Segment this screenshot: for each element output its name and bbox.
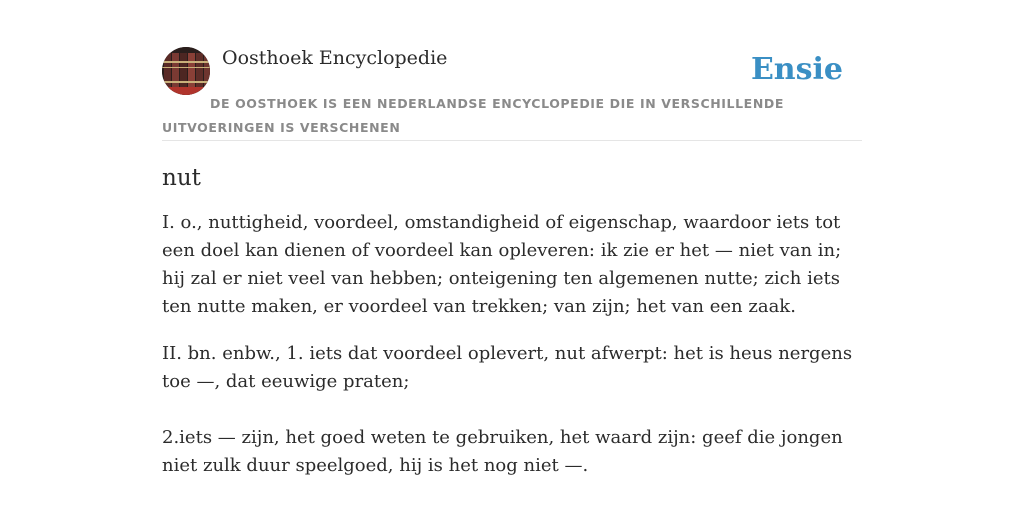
entry-paragraph: II. bn. enbw., 1. iets dat voordeel oplevert, nut afwerpt: het is heus nergens toe —, dat eeuwige praten; — [162, 343, 853, 392]
site-name[interactable]: Oosthoek Encyclopedie — [222, 47, 448, 69]
entry-term: nut — [162, 165, 201, 191]
encyclopedia-books-icon[interactable] — [162, 47, 210, 95]
entry-content — [162, 160, 862, 499]
entry-paragraph: 2.iets — zijn, het goed weten te gebruiken, het waard zijn: geef die jongen niet zulk duur speelgoed, hij is het nog niet —. — [162, 427, 843, 476]
site-header — [162, 46, 862, 141]
site-tagline: DE OOSTHOEK IS EEN NEDERLANDSE ENCYCLOPEDIE DIE IN VERSCHILLENDE UITVOERINGEN IS VERSCHENEN — [162, 96, 784, 135]
entry-paragraph: I. o., nuttigheid, voordeel, omstandigheid of eigenschap, waardoor iets tot een doel kan dienen of voordeel kan opleveren: ik zie er het — niet van in; hij zal er niet veel van hebben; onteigening ten algemenen nutte; zich iets ten nutte maken, er voordeel van trekken; van zijn; het van een zaak. — [162, 212, 842, 317]
brand-logo-link[interactable]: Ensie — [750, 52, 843, 87]
